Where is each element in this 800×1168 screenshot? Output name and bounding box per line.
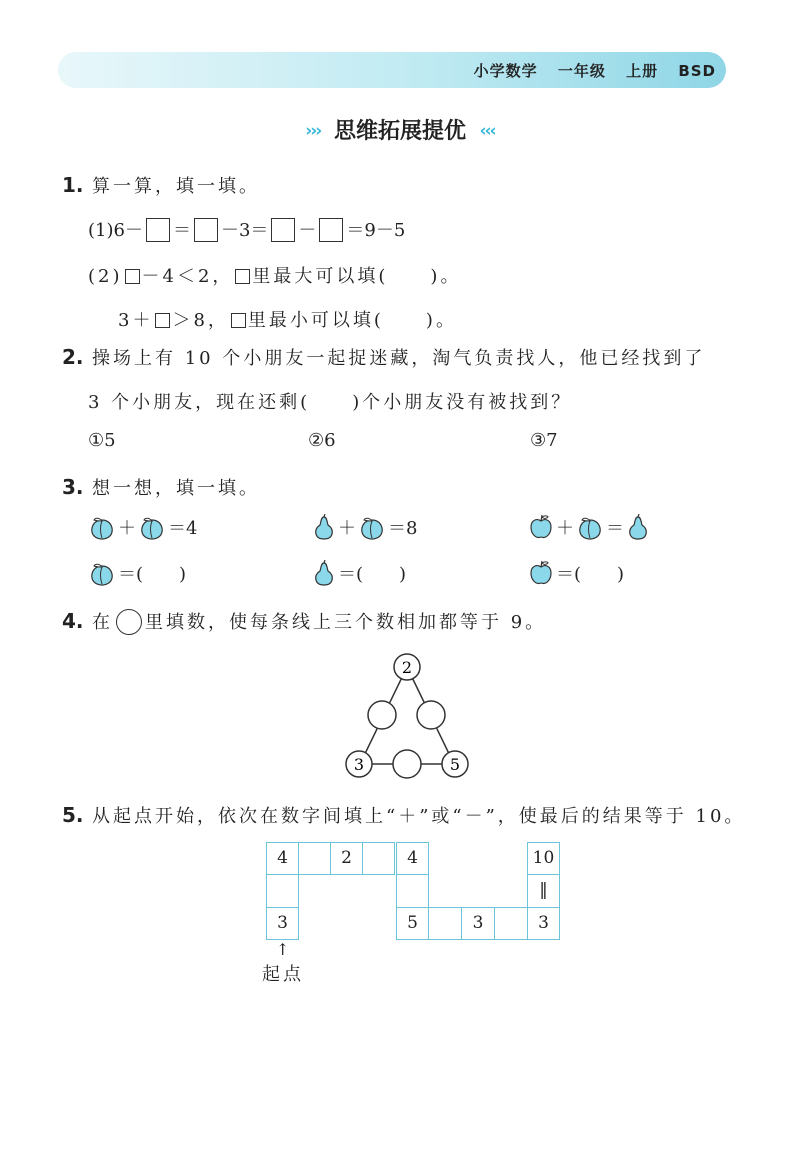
question-1-part-1 xyxy=(88,216,405,242)
grid-cell-equals: ‖ xyxy=(527,874,560,908)
pear-icon xyxy=(313,514,335,540)
grid-cell-blank[interactable] xyxy=(362,842,395,875)
pear-icon xyxy=(313,560,335,586)
pear-icon xyxy=(627,514,649,540)
peach-icon xyxy=(89,516,115,540)
subject-label: 小学数学 xyxy=(473,62,538,80)
equals-sign: ＝ xyxy=(168,518,186,539)
equals-sign: ＝ xyxy=(556,564,574,585)
chevron-right-icon: ››› xyxy=(305,121,321,141)
plus-sign: ＋ xyxy=(556,518,574,539)
grid-cell-number: 4 xyxy=(266,842,299,875)
equation-result: 8 xyxy=(406,518,418,539)
plus-sign: ＋ xyxy=(338,518,356,539)
peach-answer xyxy=(86,560,186,586)
pear-answer xyxy=(310,560,406,586)
grid-cell-blank[interactable] xyxy=(396,874,429,908)
question-text: 想一想，填一填。 xyxy=(92,478,260,499)
question-number: 3. xyxy=(62,475,84,499)
fruit-equation-2 xyxy=(310,514,417,540)
answer-blank[interactable]: ( ) xyxy=(574,564,625,585)
question-number: 4. xyxy=(62,609,84,633)
expr-text: 3＋ xyxy=(118,310,154,331)
apple-icon xyxy=(529,560,553,586)
option-1[interactable]: ①5 xyxy=(88,430,116,451)
blank-box[interactable] xyxy=(194,218,218,242)
question-text: 操场上有 10 个小朋友一起捉迷藏，淘气负责找人，他已经找到了 xyxy=(92,348,706,369)
blank-box xyxy=(235,269,250,284)
equals-sign: ＝ xyxy=(118,564,136,585)
expr-text: (2) xyxy=(88,266,123,287)
equals-sign: ＝ xyxy=(388,518,406,539)
equation-result: 4 xyxy=(186,518,198,539)
question-5-prompt xyxy=(62,802,745,828)
grid-cell-result: 10 xyxy=(527,842,560,875)
expr-text: 里最大可以填( )。 xyxy=(252,266,462,287)
blank-box xyxy=(231,313,246,328)
grid-cell-number: 5 xyxy=(396,907,429,940)
fruit-equation-3 xyxy=(526,514,652,540)
question-number: 5. xyxy=(62,803,84,827)
blank-box[interactable] xyxy=(155,313,170,328)
grid-cell-number: 2 xyxy=(330,842,363,875)
node-bottom-mid[interactable] xyxy=(393,750,421,778)
node-bottom-left-value: 3 xyxy=(353,755,365,774)
node-right-mid[interactable] xyxy=(417,701,445,729)
apple-icon xyxy=(529,514,553,540)
question-1-prompt xyxy=(62,172,260,198)
question-number: 1. xyxy=(62,173,84,197)
node-top-value: 2 xyxy=(401,658,413,677)
node-bottom-right-value: 5 xyxy=(449,755,461,774)
volume-label: 上册 xyxy=(626,62,659,80)
grid-cell-number: 3 xyxy=(266,907,299,940)
peach-icon xyxy=(577,516,603,540)
question-text: 算一算，填一填。 xyxy=(92,176,260,197)
grid-cell-number: 4 xyxy=(396,842,429,875)
node-left-mid[interactable] xyxy=(368,701,396,729)
expr-text: ＞8， xyxy=(172,310,229,331)
chevron-left-icon: ‹‹‹ xyxy=(479,121,495,141)
triangle-diagram xyxy=(330,648,490,784)
start-label: 起点 xyxy=(262,964,304,985)
question-1-part-2 xyxy=(88,262,461,288)
plus-sign: ＋ xyxy=(118,518,136,539)
question-1-part-3 xyxy=(118,306,457,332)
expr-text: ＝9－5 xyxy=(346,220,406,241)
book-info xyxy=(460,60,716,81)
question-4-prompt xyxy=(62,608,546,635)
question-2-line-1 xyxy=(62,344,705,370)
question-text: 从起点开始，依次在数字间填上“＋”或“－”，使最后的结果等于 10。 xyxy=(92,806,746,827)
expr-text: ＝ xyxy=(172,220,191,241)
blank-box[interactable] xyxy=(319,218,343,242)
question-text: 在 xyxy=(92,612,113,633)
question-3-prompt xyxy=(62,474,260,500)
question-2-line-2: 3 个小朋友，现在还剩( )个小朋友没有被找到？ xyxy=(88,392,573,413)
option-3[interactable]: ③7 xyxy=(530,430,558,451)
expr-text: (1)6－ xyxy=(88,220,143,241)
blank-box[interactable] xyxy=(271,218,295,242)
grid-cell-number: 3 xyxy=(527,907,560,940)
grid-cell-number: 3 xyxy=(461,907,495,940)
start-arrow: ↑ xyxy=(276,940,290,959)
expr-text: －3＝ xyxy=(220,220,269,241)
equals-sign: ＝ xyxy=(338,564,356,585)
section-title xyxy=(0,114,800,145)
apple-answer xyxy=(526,560,624,586)
peach-icon xyxy=(89,562,115,586)
grid-cell-blank[interactable] xyxy=(428,907,462,940)
section-title-text: 思维拓展提优 xyxy=(333,119,466,144)
answer-blank[interactable]: ( ) xyxy=(356,564,407,585)
circle-symbol xyxy=(116,609,142,635)
equals-sign: ＝ xyxy=(606,518,624,539)
answer-blank[interactable]: ( ) xyxy=(136,564,187,585)
fruit-equation-1 xyxy=(86,514,197,540)
header-bar xyxy=(58,52,726,88)
grid-cell-blank[interactable] xyxy=(298,842,331,875)
question-text: 里填数，使每条线上三个数相加都等于 9。 xyxy=(145,612,547,633)
option-2[interactable]: ②6 xyxy=(308,430,336,451)
expr-text: －4＜2， xyxy=(141,266,234,287)
edition-label: BSD xyxy=(678,62,716,80)
question-number: 2. xyxy=(62,345,84,369)
grid-cell-blank[interactable] xyxy=(494,907,528,940)
expr-text: － xyxy=(298,220,317,241)
expr-text: 里最小可以填( )。 xyxy=(247,310,457,331)
grade-label: 一年级 xyxy=(557,62,606,80)
blank-box[interactable] xyxy=(125,269,140,284)
peach-icon xyxy=(139,516,165,540)
blank-box[interactable] xyxy=(146,218,170,242)
peach-icon xyxy=(359,516,385,540)
grid-cell-blank[interactable] xyxy=(266,874,299,908)
